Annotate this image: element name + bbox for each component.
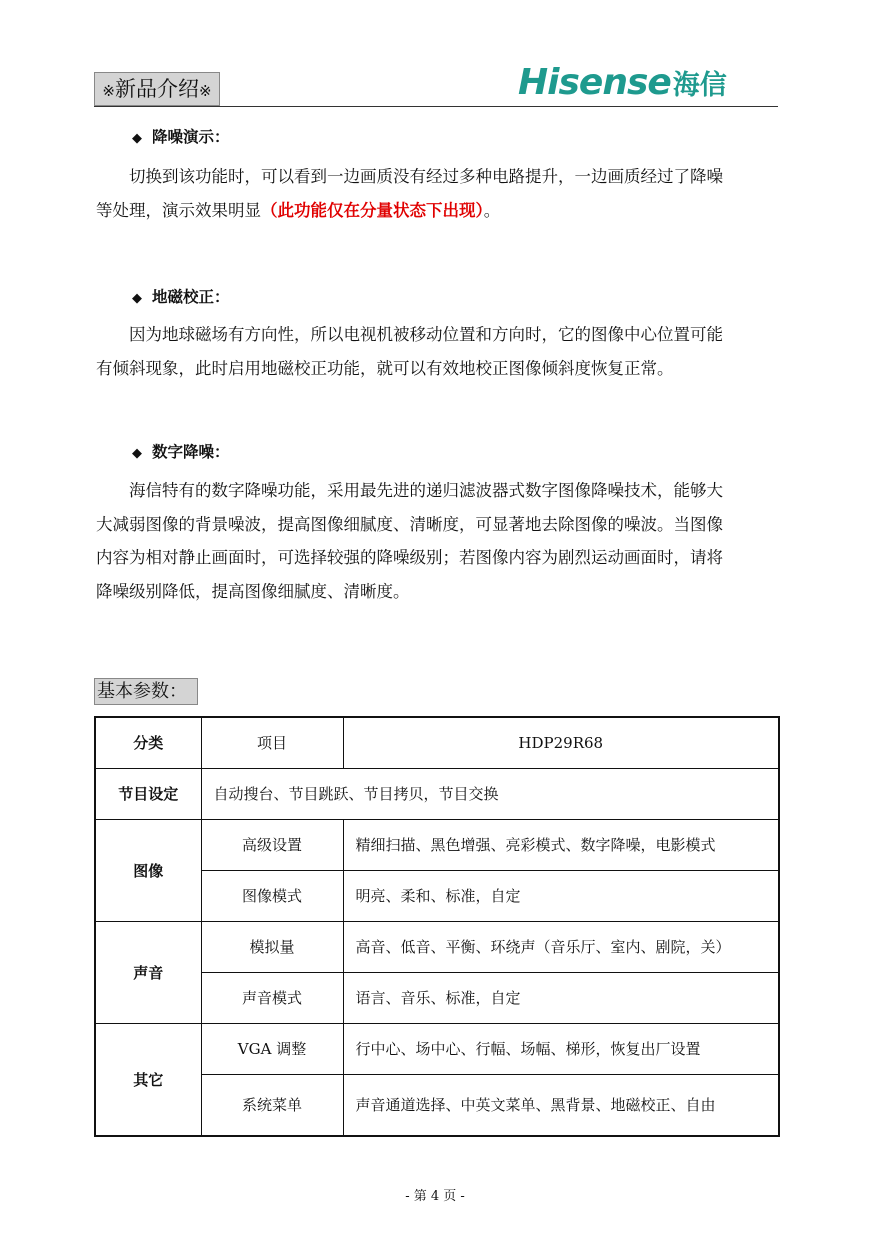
section-paragraph-geomagnetic bbox=[96, 318, 776, 385]
paragraph-line: 海信特有的数字降噪功能，采用最先进的递归滤波器式数字图像降噪技术，能够大 bbox=[129, 481, 723, 500]
tag-mark-left: ※ bbox=[102, 82, 115, 100]
value-cell: 明亮、柔和、标准，自定 bbox=[343, 870, 779, 921]
header-cell-item: 项目 bbox=[201, 717, 343, 768]
value-cell: 自动搜台、节目跳跃、节目拷贝，节目交换 bbox=[201, 768, 779, 819]
item-cell: VGA 调整 bbox=[201, 1023, 343, 1074]
table-row bbox=[95, 921, 779, 972]
spec-table bbox=[94, 716, 780, 1137]
category-cell: 声音 bbox=[95, 921, 201, 1023]
paragraph-line: 因为地球磁场有方向性，所以电视机被移动位置和方向时，它的图像中心位置可能 bbox=[129, 325, 723, 344]
paragraph-line: 大减弱图像的背景噪波，提高图像细腻度、清晰度，可显著地去除图像的噪波。当图像 bbox=[96, 514, 723, 534]
value-cell: 语言、音乐、标准，自定 bbox=[343, 972, 779, 1023]
paragraph-line: 有倾斜现象，此时启用地磁校正功能，就可以有效地校正图像倾斜度恢复正常。 bbox=[96, 358, 674, 378]
paragraph-line: 内容为相对静止画面时，可选择较强的降噪级别；若图像内容为剧烈运动画面时，请将 bbox=[96, 548, 723, 567]
header-tag bbox=[94, 72, 220, 106]
header-cell-category: 分类 bbox=[95, 717, 201, 768]
logo-cn: 海信 bbox=[672, 70, 727, 101]
paragraph-end: 。 bbox=[483, 200, 501, 220]
section-paragraph-noise-demo bbox=[96, 160, 776, 227]
tag-text: 新品介绍 bbox=[115, 77, 199, 101]
tag-mark-right: ※ bbox=[199, 82, 212, 100]
item-cell: 声音模式 bbox=[201, 972, 343, 1023]
section-heading-geomagnetic bbox=[132, 285, 230, 307]
logo-brand: Hisense bbox=[518, 62, 671, 103]
table-row bbox=[95, 1023, 779, 1074]
category-cell: 图像 bbox=[95, 819, 201, 921]
section-title: 数字降噪： bbox=[152, 443, 230, 461]
section-heading-noise-demo bbox=[132, 125, 230, 147]
header-cell-model: HDP29R68 bbox=[343, 717, 779, 768]
item-cell: 模拟量 bbox=[201, 921, 343, 972]
page-footer: - 第 4 页 - bbox=[405, 1189, 465, 1204]
item-cell: 图像模式 bbox=[201, 870, 343, 921]
red-note: （此功能仅在分量状态下出现） bbox=[261, 200, 484, 220]
table-row bbox=[95, 819, 779, 870]
category-cell: 节目设定 bbox=[95, 768, 201, 819]
section-heading-digital-nr bbox=[132, 440, 230, 462]
paragraph-line: 切换到该功能时，可以看到一边画质没有经过多种电路提升，一边画质经过了降噪 bbox=[129, 167, 723, 186]
section-paragraph-digital-nr bbox=[96, 474, 776, 608]
section-title: 地磁校正： bbox=[152, 288, 230, 306]
diamond-bullet-icon: ◆ bbox=[132, 131, 142, 146]
paragraph-line: 等处理，演示效果明显 bbox=[96, 200, 261, 220]
value-cell: 高音、低音、平衡、环绕声（音乐厅、室内、剧院，关） bbox=[343, 921, 779, 972]
basic-params-label: 基本参数： bbox=[94, 678, 198, 705]
value-cell: 精细扫描、黑色增强、亮彩模式、数字降噪，电影模式 bbox=[343, 819, 779, 870]
item-cell: 系统菜单 bbox=[201, 1074, 343, 1136]
header-divider bbox=[94, 106, 778, 107]
value-cell: 行中心、场中心、行幅、场幅、梯形，恢复出厂设置 bbox=[343, 1023, 779, 1074]
section-title: 降噪演示： bbox=[152, 128, 230, 146]
hisense-logo bbox=[518, 62, 727, 102]
value-cell: 声音通道选择、中英文菜单、黑背景、地磁校正、自由 bbox=[343, 1074, 779, 1136]
item-cell: 高级设置 bbox=[201, 819, 343, 870]
table-row bbox=[95, 768, 779, 819]
table-header-row bbox=[95, 717, 779, 768]
paragraph-line: 降噪级别降低，提高图像细腻度、清晰度。 bbox=[96, 581, 410, 601]
diamond-bullet-icon: ◆ bbox=[132, 291, 142, 306]
diamond-bullet-icon: ◆ bbox=[132, 446, 142, 461]
category-cell: 其它 bbox=[95, 1023, 201, 1136]
